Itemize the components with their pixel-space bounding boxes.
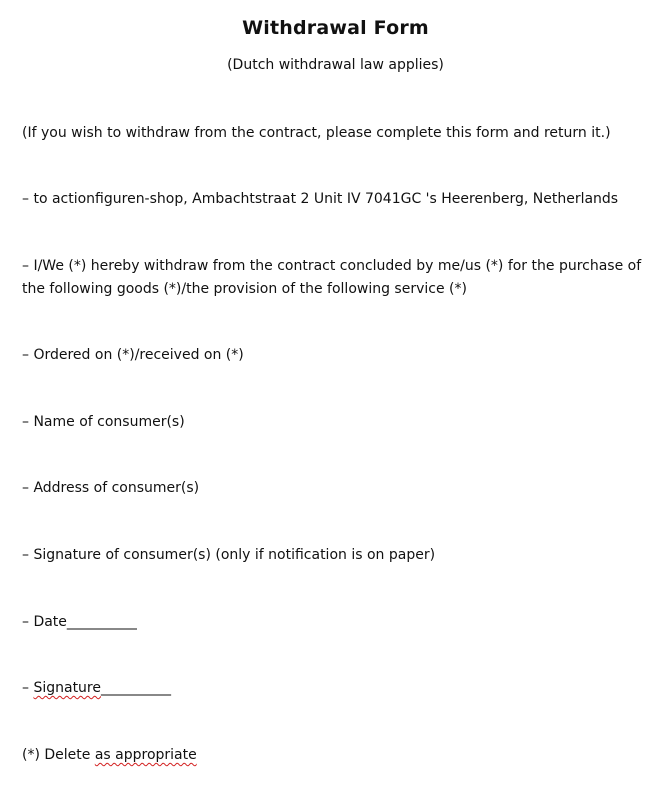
consumer-signature-line: – Signature of consumer(s) (only if notification is on paper) <box>22 547 436 563</box>
date-line <box>22 611 662 634</box>
form-subtitle: (Dutch withdrawal law applies) <box>227 57 444 73</box>
consumer-address-line: – Address of consumer(s) <box>22 480 200 496</box>
ordered-on-line: – Ordered on (*)/received on (*) <box>22 347 244 363</box>
date-blank[interactable]: __________ <box>66 614 137 630</box>
signature-dash: – <box>22 680 34 696</box>
signature-blank[interactable]: __________ <box>101 680 171 696</box>
date-label: – Date <box>22 614 67 630</box>
consumer-name-line: – Name of consumer(s) <box>22 414 185 430</box>
form-title: Withdrawal Form <box>242 17 429 39</box>
signature-label: Signature <box>33 680 101 696</box>
withdrawal-statement: – I/We (*) hereby withdraw from the contract concluded by me/us (*) for the purchase of the following goods (*)/the provision of the following service (*) <box>22 258 642 297</box>
recipient-line: – to actionfiguren-shop, Ambachtstraat 2 Unit IV 7041GC 's Heerenberg, Netherlands <box>22 191 619 207</box>
intro-text: (If you wish to withdraw from the contract, please complete this form and return it.) <box>22 125 611 141</box>
signature-line <box>22 677 662 700</box>
footnote-flagged-text: as appropriate <box>94 747 197 763</box>
footnote <box>22 744 662 767</box>
footnote-prefix: (*) Delete <box>22 747 95 763</box>
